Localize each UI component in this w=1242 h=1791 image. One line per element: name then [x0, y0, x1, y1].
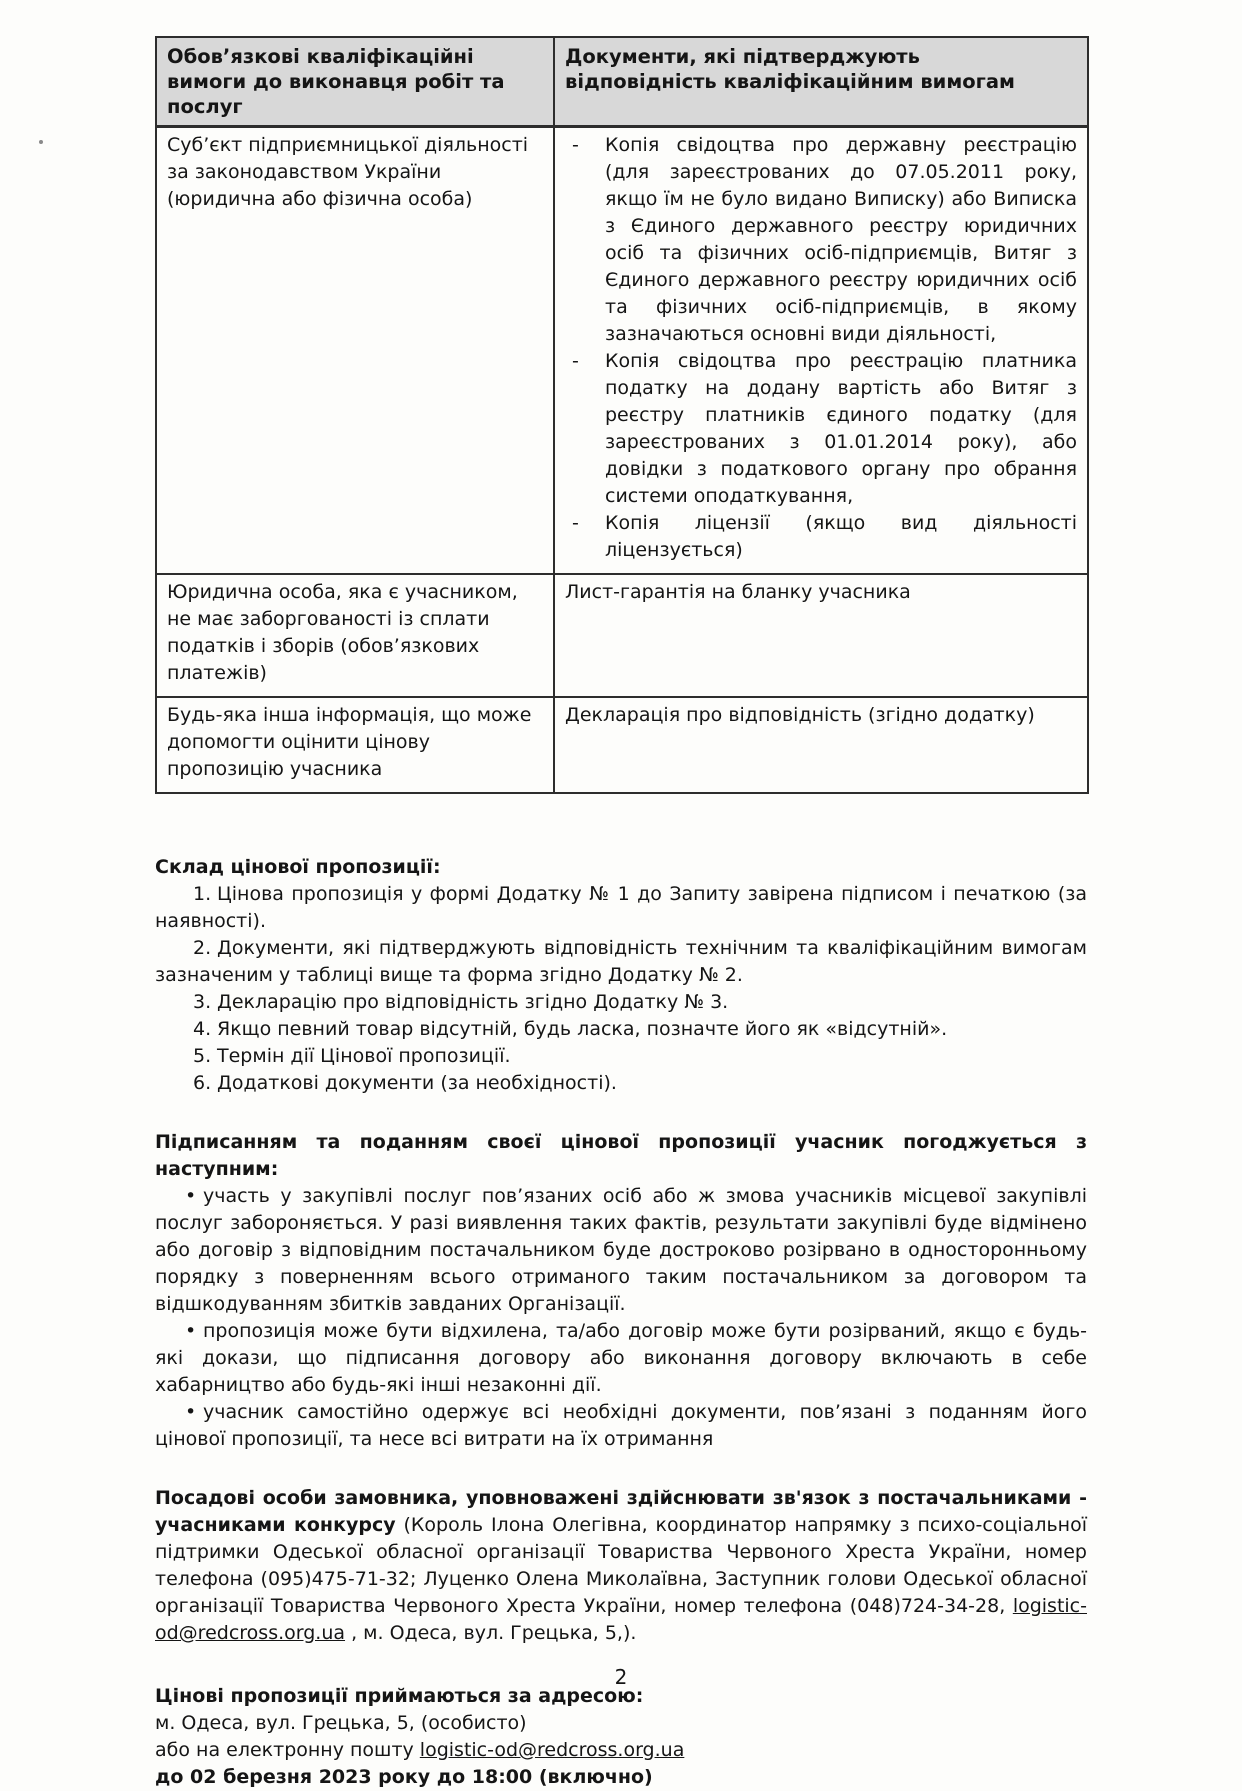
table-header-row — [156, 37, 1088, 127]
bullet-marker: • — [185, 1401, 197, 1423]
page-number: 2 — [614, 1665, 628, 1689]
officials-text-after: , м. Одеса, вул. Грецька, 5,). — [345, 1622, 637, 1644]
officials-paragraph — [155, 1485, 1087, 1647]
item-text: Додаткові документи (за необхідності). — [217, 1072, 617, 1094]
address-email-prefix: або на електронну пошту — [155, 1739, 420, 1761]
officials-text: (Король Ілона Олегівна, координатор напрямку з психо-соціальної підтримки Одеської обласної організації Товариства Червоного Хреста України, номер телефона (095)475-71-32; Луценко Олена Миколаївна, Заступник голови Одеської обласної організації Товариства Червоного Хреста України, номер телефона (048)724-34-28, — [155, 1514, 1087, 1617]
requirement-text: Юридична особа, яка є учасником, не має заборгованості із сплати податків і зборів (обов’язкових платежів) — [167, 581, 518, 684]
agreement-section — [155, 1129, 1087, 1453]
scan-artifact-dot — [39, 140, 43, 144]
documents-cell — [554, 127, 1088, 575]
document-list-item — [565, 348, 1077, 510]
numbered-list-item — [155, 881, 1087, 935]
item-number: 5. — [193, 1045, 212, 1067]
dash-marker: - — [572, 350, 579, 372]
item-text: Термін дії Цінової пропозиції. — [217, 1045, 511, 1067]
qualification-requirements-table — [155, 36, 1089, 794]
requirement-text: Суб’єкт підприємницької діяльності за законодавством України (юридична або фізична особа) — [167, 134, 529, 210]
address-section-title: Цінові пропозиції приймаються за адресою: — [155, 1685, 644, 1707]
item-number: 3. — [193, 991, 212, 1013]
bullet-marker: • — [185, 1185, 197, 1207]
document-list-item — [565, 510, 1077, 564]
composition-section-title: Склад цінової пропозиції: — [155, 856, 441, 878]
address-email-link[interactable]: logistic-od@redcross.org.ua — [419, 1739, 685, 1761]
item-text: Цінова пропозиція у формі Додатку № 1 до Запиту завірена підписом і печаткою (за наявності). — [155, 883, 1087, 932]
dash-marker: - — [572, 134, 579, 156]
requirement-text: Будь-яка інша інформація, що може допомогти оцінити цінову пропозицію учасника — [167, 704, 532, 780]
item-text: Документи, які підтверджують відповідність технічним та кваліфікаційним вимогам зазначеним у таблиці вище та форма згідно Додатку № 2. — [155, 937, 1087, 986]
dash-marker: - — [572, 512, 579, 534]
bullet-text: участь у закупівлі послуг пов’язаних осіб або ж змова учасників місцевої закупівлі послуг забороняється. У разі виявлення таких фактів, результати закупівлі буде відмінено або договір з відповідним постачальником буде достроково розірвано в односторонньому порядку з поверненням всього отриманого таким постачальником за договором та відшкодуванням збитків завданих Організації. — [155, 1185, 1087, 1315]
documents-cell — [554, 574, 1088, 697]
bullet-list-item — [155, 1399, 1087, 1453]
document-item-text: Копія свідоцтва про реєстрацію платника податку на додану вартість або Витяг з реєстру платників єдиного податку (для зареєстрованих з 01.01.2014 року), або довідки з податкового органу про обрання системи оподаткування, — [605, 350, 1077, 507]
deadline-line: до 02 березня 2023 року до 18:00 (включно) — [155, 1766, 653, 1788]
bullet-marker: • — [185, 1320, 197, 1342]
item-text: Якщо певний товар відсутній, будь ласка, позначте його як «відсутній». — [217, 1018, 948, 1040]
address-section — [155, 1683, 1087, 1791]
item-text: Декларацію про відповідність згідно Додатку № 3. — [217, 991, 729, 1013]
documents-cell — [554, 697, 1088, 793]
bullet-list-item — [155, 1183, 1087, 1318]
document-list-item — [565, 132, 1077, 348]
table-row — [156, 574, 1088, 697]
document-item-text: Декларація про відповідність (згідно додатку) — [565, 704, 1035, 726]
numbered-list-item — [155, 1070, 1087, 1097]
bullet-text: пропозиція може бути відхилена, та/або договір може бути розірваний, якщо є будь-які докази, що підписання договору або виконання договору включають в себе хабарництво або будь-які інші незаконні дії. — [155, 1320, 1087, 1396]
item-number: 6. — [193, 1072, 212, 1094]
address-email-line — [155, 1737, 1087, 1764]
officials-lead: Посадові особи замовника, уповноважені здійснювати зв'язок з постачальниками - учасниками конкурсу — [155, 1487, 1087, 1536]
bullet-list-item — [155, 1318, 1087, 1399]
item-number: 1. — [193, 883, 212, 905]
document-item-text: Копія свідоцтва про державну реєстрацію (для зареєстрованих до 07.05.2011 року, якщо їм не було видано Виписку) або Виписка з Єдиного державного реєстру юридичних осіб та фізичних осіб-підприємців, Витяг з Єдиного державного реєстру юридичних осіб та фізичних осіб-підприємців, в якому зазначаються основні види діяльності, — [605, 134, 1077, 345]
numbered-list-item — [155, 935, 1087, 989]
agreement-section-title: Підписанням та поданням своєї цінової пропозиції учасник погоджується з наступним: — [155, 1131, 1087, 1180]
composition-section — [155, 854, 1087, 1097]
item-number: 2. — [193, 937, 212, 959]
requirement-cell — [156, 697, 554, 793]
column-header-requirements: Обов’язкові кваліфікаційні вимоги до виконавця робіт та послуг — [156, 37, 554, 127]
table-row — [156, 697, 1088, 793]
column-header-documents: Документи, які підтверджують відповідність кваліфікаційним вимогам — [554, 37, 1088, 127]
numbered-list-item — [155, 989, 1087, 1016]
table-row — [156, 127, 1088, 575]
officials-email-link[interactable]: logistic-od@redcross.org.ua — [155, 1595, 1087, 1644]
bullet-text: учасник самостійно одержує всі необхідні документи, пов’язані з поданням його цінової пропозиції, та несе всі витрати на їх отримання — [155, 1401, 1087, 1450]
address-line: м. Одеса, вул. Грецька, 5, (особисто) — [155, 1712, 527, 1734]
item-number: 4. — [193, 1018, 212, 1040]
page-content — [155, 36, 1087, 1791]
document-item-text: Копія ліцензії (якщо вид діяльності ліцензується) — [605, 512, 1077, 561]
requirement-cell — [156, 127, 554, 575]
document-item-text: Лист-гарантія на бланку учасника — [565, 581, 911, 603]
numbered-list-item — [155, 1016, 1087, 1043]
numbered-list-item — [155, 1043, 1087, 1070]
requirement-cell — [156, 574, 554, 697]
